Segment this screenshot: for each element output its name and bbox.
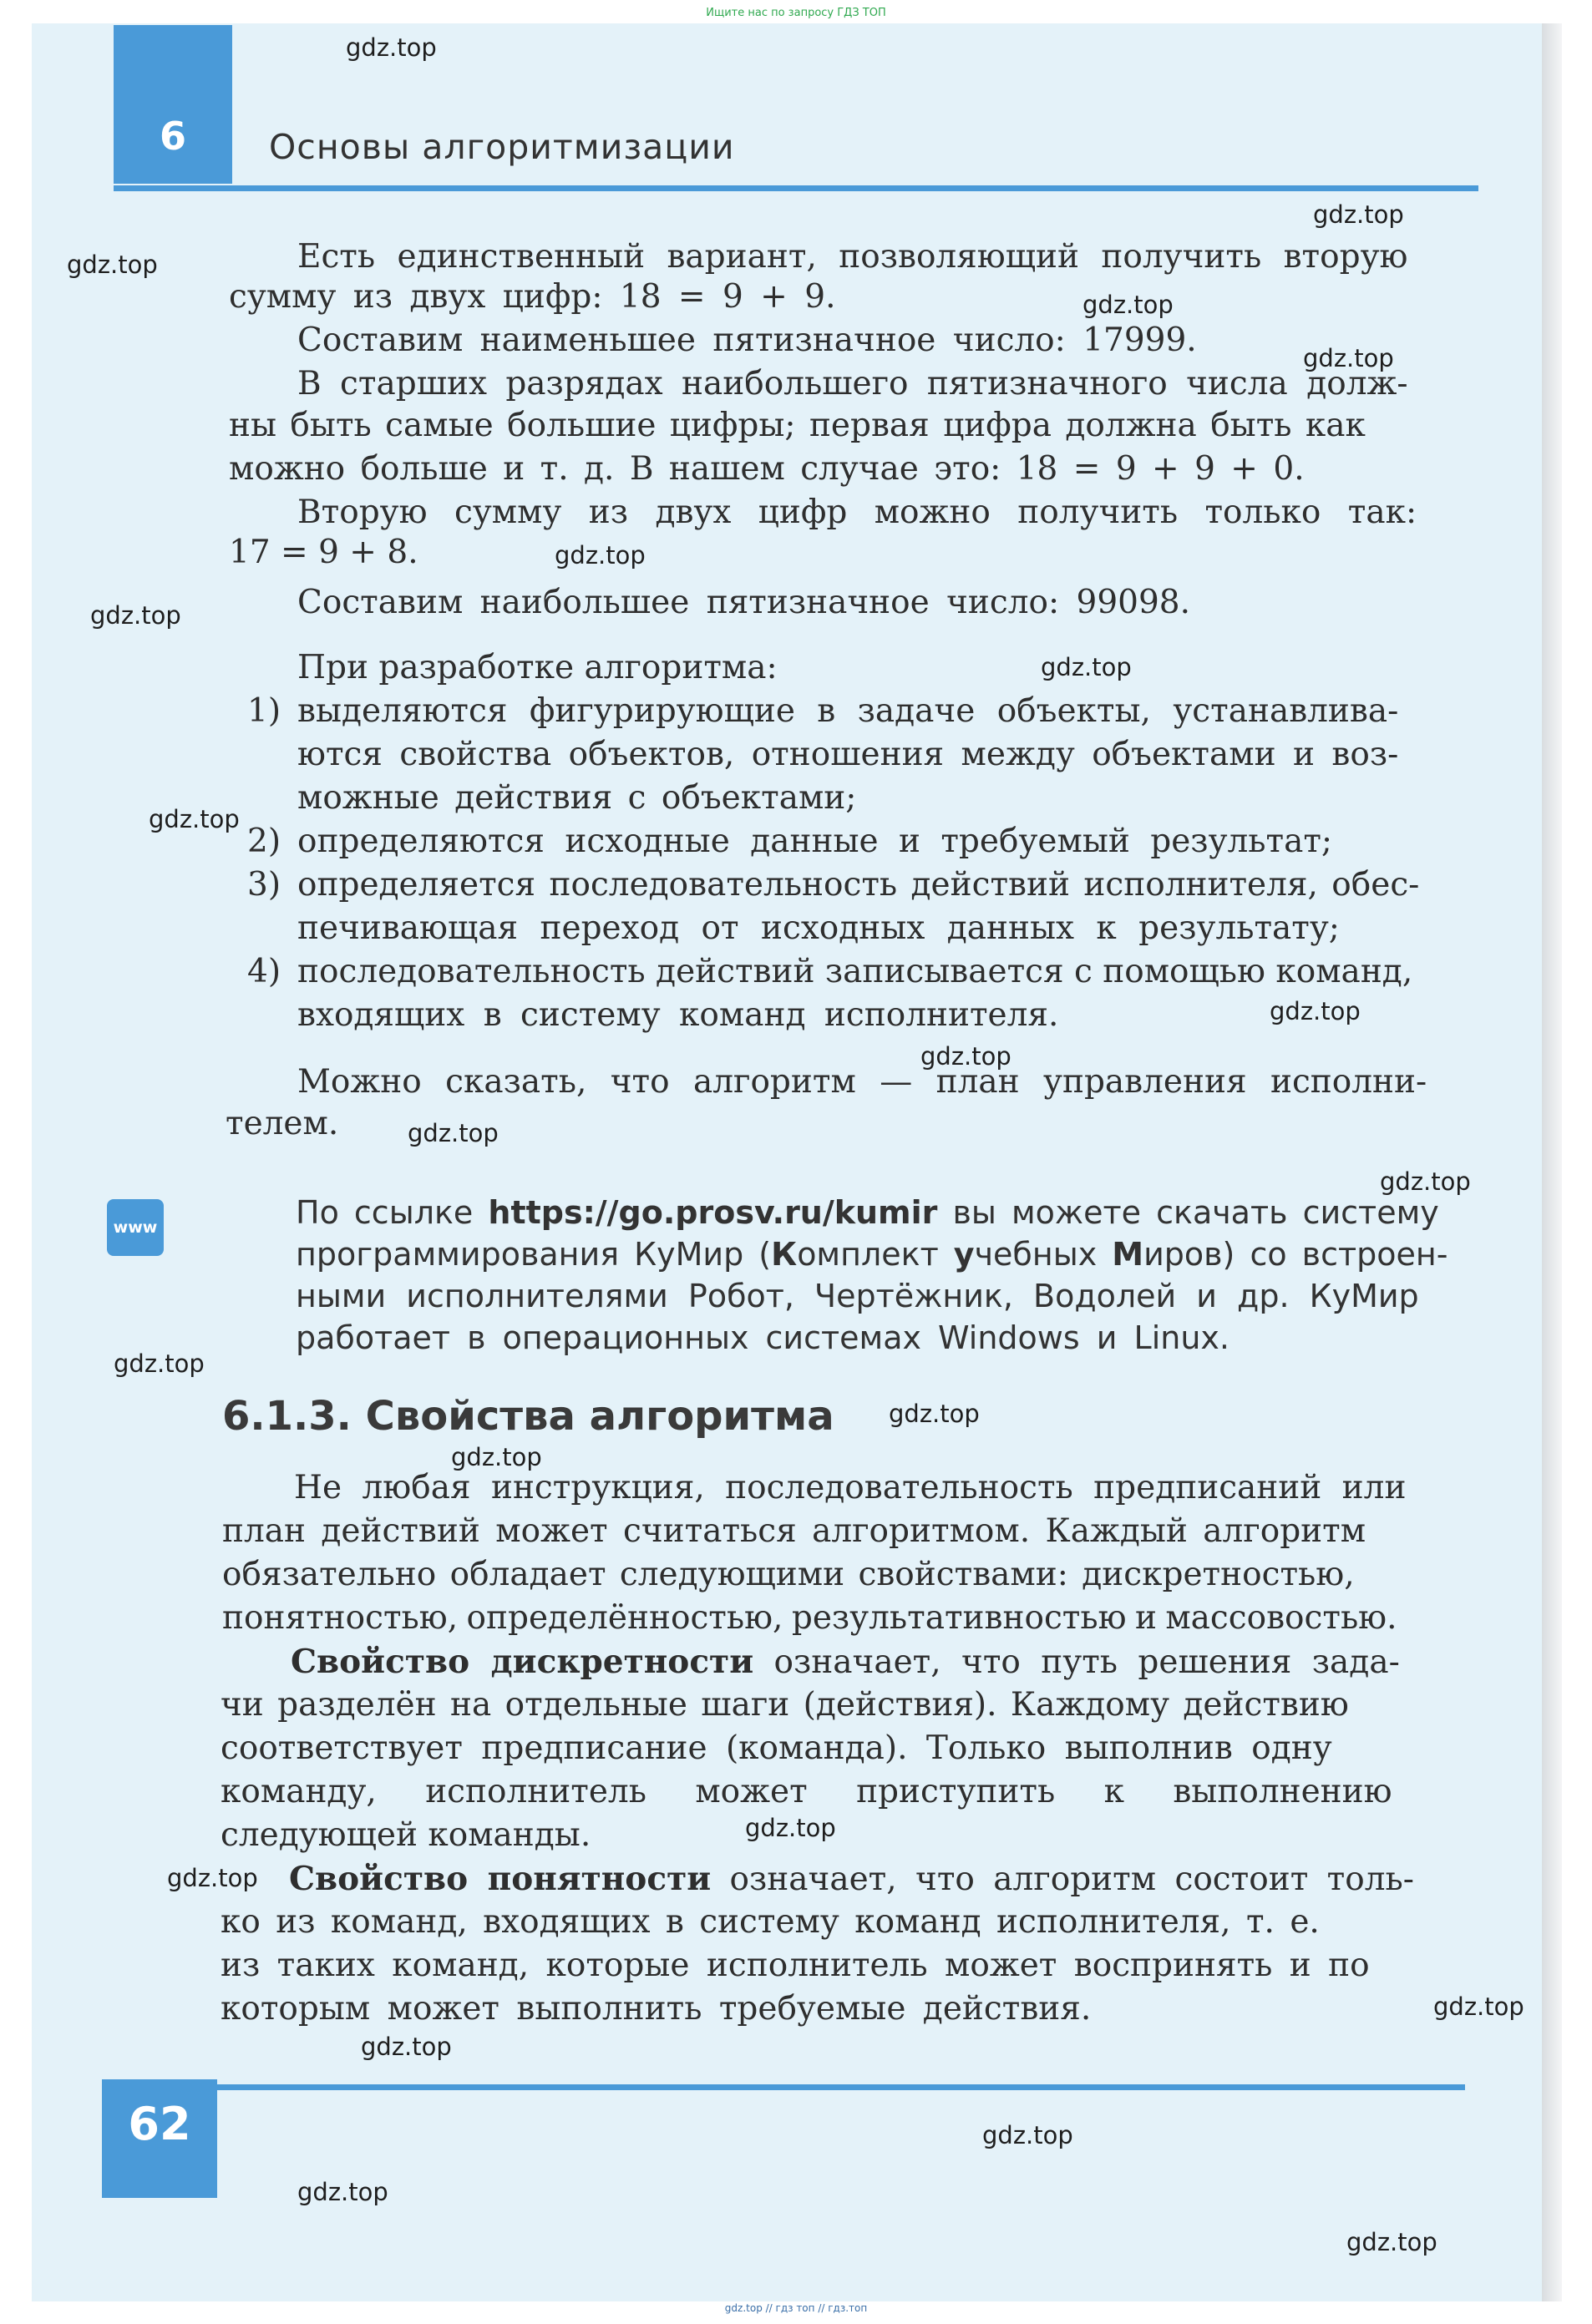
watermark: gdz.top (745, 1814, 836, 1842)
text-line: план действий может считаться алгоритмом. Каждый алгоритм (222, 1512, 1366, 1550)
watermark: gdz.top (149, 805, 240, 833)
list-item-text: определяются исходные данные и требуемый результат; (297, 823, 1333, 860)
list-item-text: ются свойства объектов, отношения между объектами и воз- (297, 736, 1399, 773)
text-line: понятностью, определённостью, результативностью и массовостью. (222, 1599, 1397, 1637)
bold-term: Свойство понятности (289, 1860, 712, 1898)
text-line: Вторую сумму из двух цифр можно получить только так: (297, 494, 1417, 531)
link-text: программирования КуМир ( (296, 1236, 772, 1273)
list-item-text: можные действия с объектами; (297, 779, 857, 817)
list-item-text: последовательность действий записывается с помощью команд, (297, 953, 1413, 990)
text-line: ко из команд, входящих в систему команд исполнителя, т. е. (221, 1903, 1320, 1941)
watermark: gdz.top (1041, 653, 1132, 681)
list-item-text: входящих в систему команд исполнителя. (297, 996, 1059, 1034)
text-line (289, 1857, 1414, 1901)
link-text: По ссылке (296, 1194, 489, 1231)
watermark: gdz.top (361, 2033, 452, 2061)
link-line: работает в операционных системах Windows и Linux. (296, 1319, 1229, 1356)
watermark: gdz.top (1303, 344, 1394, 372)
acronym-letter: К (771, 1236, 798, 1273)
link-line (296, 1233, 1448, 1276)
text-line: Составим наибольшее пятизначное число: 99098. (297, 584, 1190, 621)
watermark: gdz.top (90, 601, 181, 630)
text-line (291, 1640, 1400, 1684)
watermark: gdz.top (1346, 2228, 1437, 2256)
link-line: ными исполнителями Робот, Чертёжник, Водолей и др. КуМир (296, 1278, 1419, 1314)
link-text: иров) со встроен- (1143, 1236, 1448, 1273)
watermark: gdz.top (346, 33, 437, 62)
text-line: Можно сказать, что алгоритм — план управления исполни- (297, 1063, 1427, 1101)
bottom-notice: gdz.top // гдз топ // гдз.топ (724, 2302, 868, 2314)
link-text: вы можете скачать систему (937, 1194, 1439, 1231)
link-line (296, 1191, 1439, 1234)
kumir-link[interactable]: https://go.prosv.ru/kumir (488, 1194, 938, 1231)
list-number: 4) (247, 953, 281, 990)
page-edge-shadow (1542, 23, 1562, 2301)
text-line: обязательно обладает следующими свойствами: дискретностью, (222, 1556, 1355, 1593)
header-rule (114, 185, 1478, 191)
list-intro: При разработке алгоритма: (297, 649, 778, 686)
list-number: 1) (247, 692, 281, 730)
text-line: сумму из двух цифр: 18 = 9 + 9. (229, 278, 836, 316)
acronym-letter: у (953, 1236, 975, 1273)
watermark: gdz.top (408, 1119, 499, 1147)
list-item-text: выделяются фигурирующие в задаче объекты, устанавлива- (297, 692, 1399, 730)
bold-term: Свойство дискретности (291, 1643, 754, 1681)
watermark: gdz.top (1082, 291, 1174, 319)
watermark: gdz.top (1270, 997, 1361, 1025)
text-span: означает, что алгоритм состоит толь- (711, 1861, 1414, 1898)
link-text: чебных (974, 1236, 1113, 1273)
text-line: Есть единственный вариант, позволяющий получить вторую (297, 238, 1408, 276)
watermark: gdz.top (451, 1443, 542, 1471)
page-number: 62 (128, 2098, 191, 2150)
text-line: Составим наименьшее пятизначное число: 17999. (297, 322, 1197, 359)
watermark: gdz.top (555, 541, 646, 570)
text-line: 17 = 9 + 8. (229, 534, 418, 571)
text-line: телем. (226, 1105, 339, 1142)
watermark: gdz.top (920, 1042, 1011, 1071)
watermark: gdz.top (297, 2178, 388, 2206)
text-line: команду, исполнитель может приступить к выполнению (221, 1773, 1392, 1810)
list-number: 2) (247, 823, 281, 860)
chapter-title: Основы алгоритмизации (269, 127, 735, 167)
chapter-tab (114, 25, 232, 184)
watermark: gdz.top (889, 1400, 980, 1428)
text-line: ны быть самые большие цифры; первая цифра должна быть как (229, 407, 1366, 444)
acronym-letter: М (1112, 1236, 1144, 1273)
watermark: gdz.top (982, 2121, 1073, 2149)
watermark: gdz.top (167, 1864, 258, 1892)
watermark: gdz.top (1313, 200, 1404, 229)
text-line: В старших разрядах наибольшего пятизначного числа долж- (297, 365, 1408, 403)
text-line: которым может выполнить требуемые действия. (221, 1990, 1092, 2028)
footer-rule (217, 2084, 1465, 2090)
text-line: соответствует предписание (команда). Только выполнив одну (221, 1729, 1332, 1767)
top-notice: Ищите нас по запросу ГДЗ ТОП (706, 7, 886, 19)
chapter-number: 6 (159, 114, 186, 159)
watermark: gdz.top (67, 251, 158, 279)
list-item-text: печивающая переход от исходных данных к результату; (297, 909, 1340, 947)
text-line: следующей команды. (221, 1816, 591, 1854)
watermark: gdz.top (114, 1349, 205, 1378)
text-span: означает, что путь решения зада- (753, 1643, 1400, 1681)
text-line: Не любая инструкция, последовательность предписаний или (294, 1469, 1407, 1506)
list-number: 3) (247, 866, 281, 904)
text-line: чи разделён на отдельные шаги (действия). Каждому действию (221, 1686, 1349, 1724)
text-line: из таких команд, которые исполнитель может воспринять и по (221, 1947, 1370, 1984)
link-text: омплект (797, 1236, 954, 1273)
text-line: можно больше и т. д. В нашем случае это: 18 = 9 + 9 + 0. (229, 450, 1305, 488)
www-icon: www (107, 1199, 164, 1256)
watermark: gdz.top (1433, 1992, 1524, 2021)
section-heading: 6.1.3. Свойства алгоритма (222, 1393, 834, 1440)
watermark: gdz.top (1380, 1167, 1471, 1196)
list-item-text: определяется последовательность действий исполнителя, обес- (297, 866, 1420, 904)
